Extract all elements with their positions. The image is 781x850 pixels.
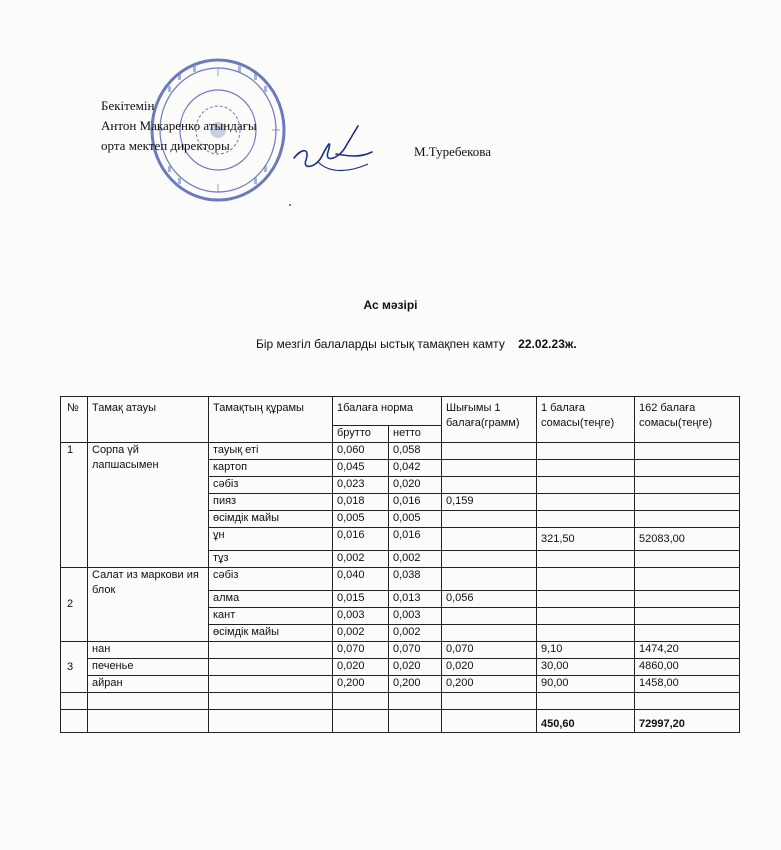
brutto-value: 0,040 <box>333 568 389 591</box>
brutto-value: 0,060 <box>333 443 389 460</box>
netto-value: 0,058 <box>389 443 442 460</box>
header-no: № <box>61 397 88 443</box>
row-number: 2 <box>61 568 88 642</box>
netto-value: 0,042 <box>389 460 442 477</box>
netto-value: 0,016 <box>389 494 442 511</box>
brutto-value: 0,002 <box>333 625 389 642</box>
document-subtitle <box>256 337 577 351</box>
dish-name: печенье <box>88 659 209 676</box>
brutto-value: 0,005 <box>333 511 389 528</box>
brutto-value: 0,070 <box>333 642 389 659</box>
netto-value: 0,002 <box>389 625 442 642</box>
brutto-value: 0,015 <box>333 591 389 608</box>
yield-value: 0,200 <box>442 676 537 693</box>
yield-value: 0,070 <box>442 642 537 659</box>
approval-line-2: Антон Макаренко атындағы <box>101 118 257 133</box>
header-composition: Тамақтың құрамы <box>209 397 333 443</box>
cost-162-value: 1458,00 <box>635 676 740 693</box>
director-name: М.Туребекова <box>414 144 491 159</box>
ingredient: алма <box>209 591 333 608</box>
cost-162-value: 1474,20 <box>635 642 740 659</box>
menu-table <box>60 396 740 733</box>
ingredient: сәбіз <box>209 477 333 494</box>
header-row <box>61 397 740 426</box>
ingredient: картоп <box>209 460 333 477</box>
table-row <box>61 659 740 676</box>
brutto-value: 0,200 <box>333 676 389 693</box>
ingredient: кант <box>209 608 333 625</box>
netto-value: 0,013 <box>389 591 442 608</box>
netto-value: 0,003 <box>389 608 442 625</box>
ingredient: ұн <box>209 528 333 551</box>
totals-row <box>61 710 740 733</box>
header-cost-162: 162 балаға сомасы(теңге) <box>635 397 740 443</box>
ink-dot <box>289 204 291 206</box>
ingredient: өсімдік майы <box>209 625 333 642</box>
netto-value: 0,016 <box>389 528 442 551</box>
table-row <box>61 676 740 693</box>
header-yield: Шығымы 1 балаға(грамм) <box>442 397 537 443</box>
approval-block <box>101 96 257 156</box>
subtitle-text: Бір мезгіл балаларды ыстық тамақпен камту <box>256 337 505 351</box>
header-brutto: брутто <box>333 426 389 443</box>
dish-name: айран <box>88 676 209 693</box>
yield-value: 0,159 <box>442 494 537 511</box>
netto-value: 0,002 <box>389 551 442 568</box>
dish-name: Сорпа үй лапшасымен <box>88 443 209 568</box>
brutto-value: 0,045 <box>333 460 389 477</box>
ingredient: тауық еті <box>209 443 333 460</box>
netto-value: 0,005 <box>389 511 442 528</box>
brutto-value: 0,018 <box>333 494 389 511</box>
ingredient: пияз <box>209 494 333 511</box>
yield-value: 0,056 <box>442 591 537 608</box>
document-title: Ас мәзірі <box>363 298 418 312</box>
table-row <box>61 693 740 710</box>
approval-line-3: орта мектеп директоры <box>101 138 230 153</box>
ingredient: сәбіз <box>209 568 333 591</box>
total-cost-162: 72997,20 <box>635 710 740 733</box>
dish-name: Салат из маркови ия блок <box>88 568 209 642</box>
approval-line-1: Бекітемін <box>101 98 155 113</box>
menu-date: 22.02.23ж. <box>518 337 577 351</box>
cost-162-value: 4860,00 <box>635 659 740 676</box>
table-row <box>61 568 740 591</box>
header-netto: нетто <box>389 426 442 443</box>
header-norm: 1балаға норма <box>333 397 442 426</box>
header-dish: Тамақ атауы <box>88 397 209 443</box>
cost-162-value: 52083,00 <box>635 528 740 551</box>
yield-value: 0,020 <box>442 659 537 676</box>
dish-name: нан <box>88 642 209 659</box>
brutto-value: 0,016 <box>333 528 389 551</box>
netto-value: 0,070 <box>389 642 442 659</box>
brutto-value: 0,023 <box>333 477 389 494</box>
netto-value: 0,020 <box>389 659 442 676</box>
cost-1-value: 90,00 <box>537 676 635 693</box>
table-row <box>61 642 740 659</box>
netto-value: 0,020 <box>389 477 442 494</box>
ingredient: тұз <box>209 551 333 568</box>
director-signature <box>288 118 378 180</box>
cost-1-value: 30,00 <box>537 659 635 676</box>
cost-1-value: 321,50 <box>537 528 635 551</box>
brutto-value: 0,002 <box>333 551 389 568</box>
ingredient: өсімдік майы <box>209 511 333 528</box>
row-number: 1 <box>61 443 88 568</box>
table-row <box>61 443 740 460</box>
netto-value: 0,200 <box>389 676 442 693</box>
cost-1-value: 9,10 <box>537 642 635 659</box>
netto-value: 0,038 <box>389 568 442 591</box>
total-cost-1: 450,60 <box>537 710 635 733</box>
row-number: 3 <box>61 642 88 693</box>
brutto-value: 0,003 <box>333 608 389 625</box>
brutto-value: 0,020 <box>333 659 389 676</box>
header-cost-1: 1 балаға сомасы(теңге) <box>537 397 635 443</box>
